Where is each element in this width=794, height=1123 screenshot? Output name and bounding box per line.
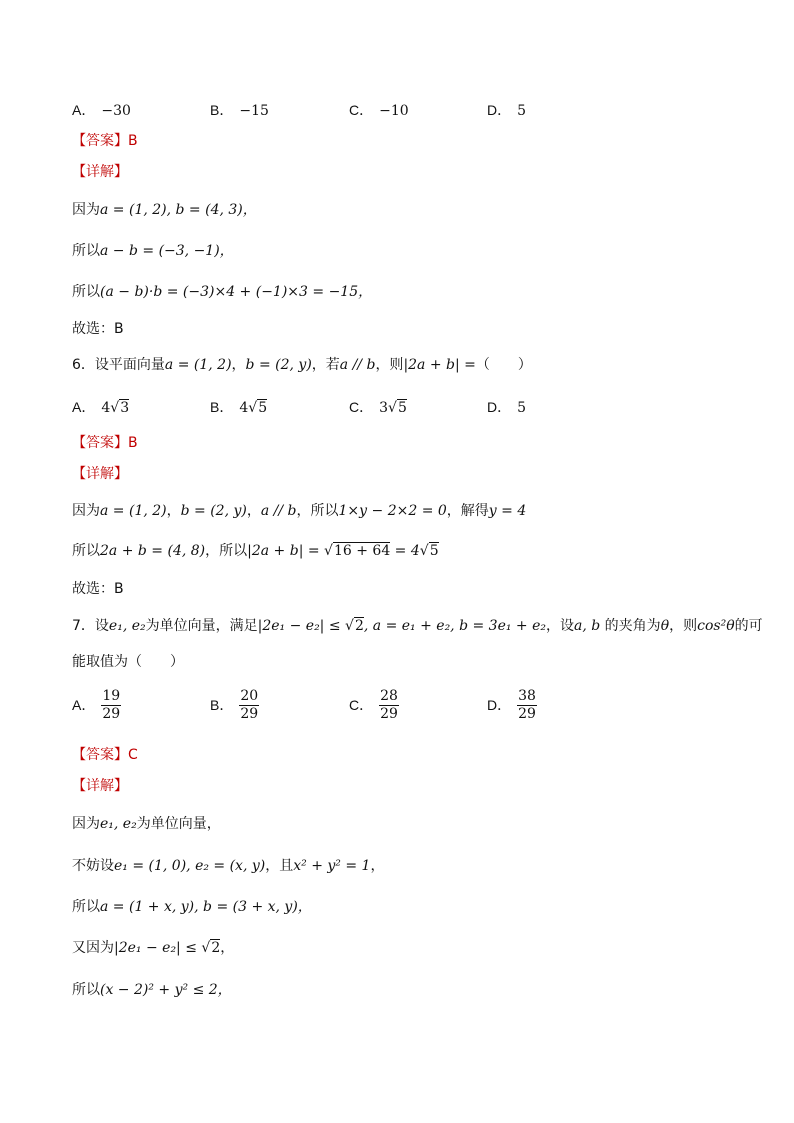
q6-answer: 【答案】B	[72, 435, 138, 451]
q6-solution-line-2: 所以2a + b = (4, 8)，所以|2a + b| = √16 + 64 = 4√5	[72, 543, 439, 559]
q7-option-d-fraction: $\frac{38}{29}$	[518, 688, 536, 722]
q5-answer: 【答案】B	[72, 133, 138, 149]
q6-detail-heading: 【详解】	[72, 466, 128, 482]
q7-stem-line-2: 能取值为（ ）	[72, 654, 184, 670]
q7-solution-line-5: 所以(x − 2)² + y² ≤ 2，	[72, 982, 232, 998]
q6-conclusion: 故选：B	[72, 581, 124, 597]
q7-option-a[interactable]: A． $\frac{19}{29}$	[72, 688, 121, 722]
q5-solution-line-2: 所以a − b = (−3, −1)，	[72, 243, 234, 259]
q5-detail-heading: 【详解】	[72, 164, 128, 180]
q7-solution-line-3: 所以a = (1 + x, y), b = (3 + x, y)，	[72, 899, 312, 915]
q5-option-c[interactable]: C． −10	[349, 102, 409, 119]
q7-option-b[interactable]: B． $\frac{20}{29}$	[210, 688, 259, 722]
q5-option-b[interactable]: B． −15	[210, 102, 269, 119]
q7-answer: 【答案】C	[72, 747, 138, 763]
q6-option-b[interactable]: B． 4√5	[210, 399, 268, 416]
q6-solution-line-1: 因为a = (1, 2)，b = (2, y)，a // b，所以1×y − 2×2 = 0，解得y = 4	[72, 503, 527, 519]
q7-option-a-fraction: $\frac{19}{29}$	[102, 688, 121, 722]
q6-option-a[interactable]: A． 4√3	[72, 399, 130, 416]
q6-stem: 6．设平面向量a = (1, 2)，b = (2, y)，若a // b，则|2a + b| =（ ）	[72, 357, 532, 373]
q5-option-d[interactable]: D． 5	[487, 102, 527, 119]
q7-stem-line-1: 7．设e₁, e₂为单位向量，满足|2e₁ − e₂| ≤ √2, a = e₁ + e₂, b = 3e₁ + e₂，设a, b 的夹角为θ，则cos²θ的可	[72, 618, 763, 634]
q5-conclusion: 故选：B	[72, 321, 124, 337]
q5-solution-line-1: 因为a = (1, 2), b = (4, 3)，	[72, 202, 257, 218]
q7-detail-heading: 【详解】	[72, 778, 128, 794]
q6-option-d[interactable]: D． 5	[487, 399, 527, 416]
q7-solution-line-2: 不妨设e₁ = (1, 0), e₂ = (x, y)，且x² + y² = 1，	[72, 858, 385, 874]
q5-solution-line-3: 所以(a − b)·b = (−3)×4 + (−1)×3 = −15，	[72, 284, 373, 300]
q7-option-c-fraction: $\frac{28}{29}$	[380, 688, 398, 722]
q7-option-c[interactable]: C． $\frac{28}{29}$	[349, 688, 398, 722]
q7-solution-line-1: 因为e₁, e₂为单位向量，	[72, 816, 221, 832]
q7-option-b-fraction: $\frac{20}{29}$	[240, 688, 259, 722]
q5-option-a[interactable]: A． −30	[72, 102, 131, 119]
q6-option-c[interactable]: C． 3√5	[349, 399, 407, 416]
q7-option-d[interactable]: D． $\frac{38}{29}$	[487, 688, 536, 722]
q7-solution-line-4: 又因为|2e₁ − e₂| ≤ √2，	[72, 940, 235, 956]
